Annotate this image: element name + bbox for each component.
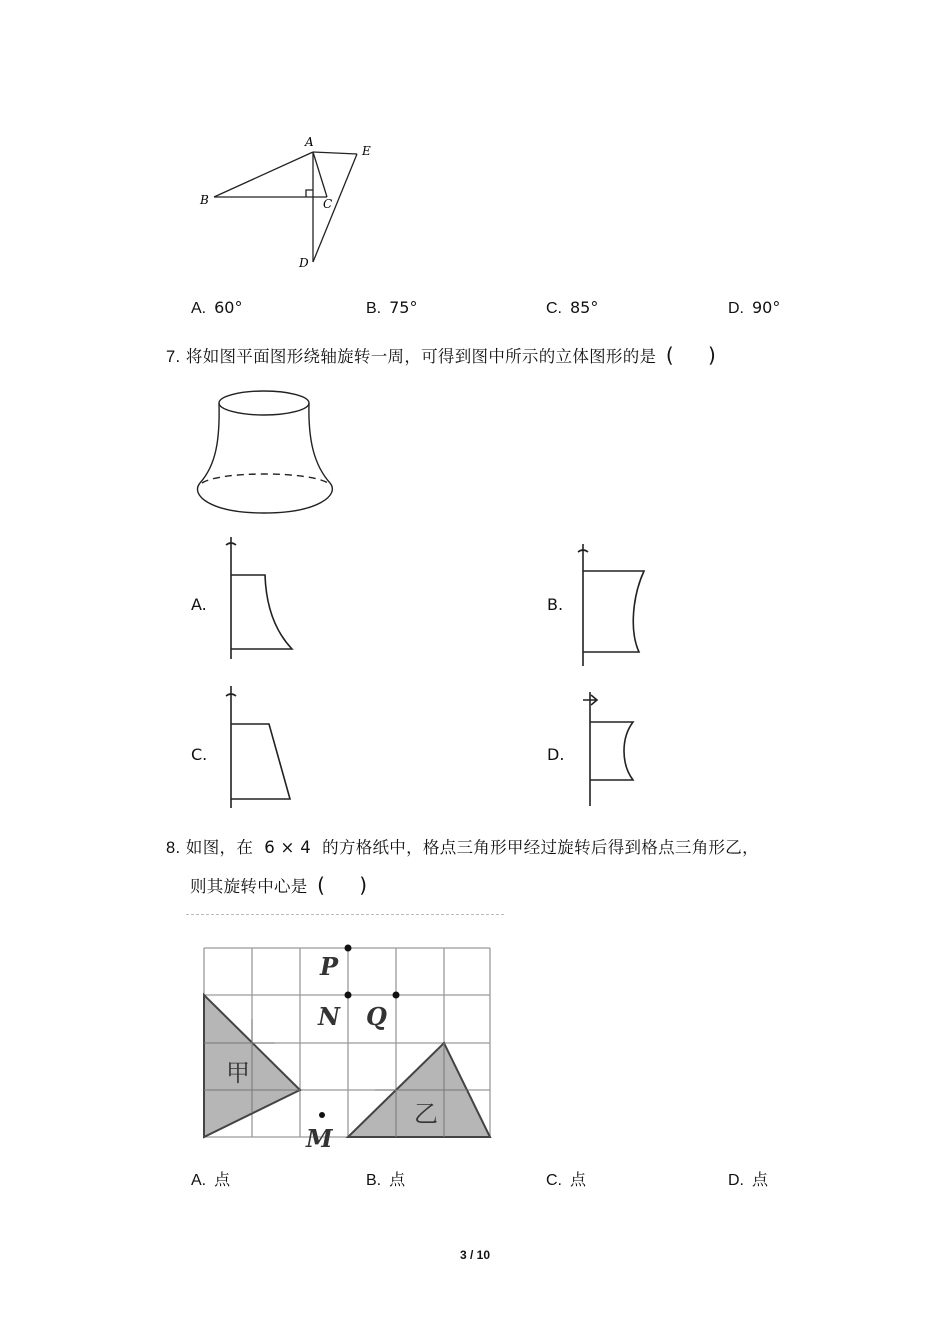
point-m <box>319 1112 325 1118</box>
q8-option-c[interactable]: C. 点 <box>546 1170 587 1189</box>
label-jia: 甲 <box>226 1059 250 1087</box>
label-q: Q <box>366 1002 387 1031</box>
q7-solid-figure <box>190 385 342 520</box>
q8-paren-open: ( <box>317 873 326 897</box>
dashed-divider <box>186 914 504 915</box>
page-number: 3 / 10 <box>459 1248 491 1262</box>
q7-question <box>166 343 716 367</box>
q6-option-a[interactable]: A. 60° <box>191 298 243 317</box>
q8-paren-close: ) <box>359 873 368 897</box>
q7-paren-close: ) <box>707 343 717 367</box>
q8-option-b[interactable]: B. 点 <box>366 1170 406 1189</box>
q7-choice-c-figure[interactable] <box>220 684 300 812</box>
point-p <box>345 945 352 952</box>
q6-triangle-figure <box>190 130 390 275</box>
q7-choice-b-label[interactable]: B. <box>547 595 564 614</box>
q7-number: 7. <box>166 348 181 366</box>
label-p: P <box>320 952 339 981</box>
q6-option-b[interactable]: B. 75° <box>366 298 418 317</box>
label-d: D <box>299 256 309 270</box>
q8-text-line2: 则其旋转中心是 <box>190 877 308 896</box>
label-c: C <box>323 197 333 211</box>
q8-question-line1 <box>166 834 759 858</box>
q8-grid-figure <box>190 935 500 1155</box>
q6-option-c[interactable]: C. 85° <box>546 298 599 317</box>
point-q <box>393 992 400 999</box>
q7-paren-open: ( <box>665 343 674 367</box>
label-n: N <box>318 1002 340 1031</box>
label-m: M <box>306 1124 333 1153</box>
label-b: B <box>200 193 209 207</box>
label-e: E <box>362 144 371 158</box>
q7-choice-d-label[interactable]: D. <box>547 745 565 764</box>
q8-number: 8. <box>166 839 181 857</box>
q7-text: 将如图平面图形绕轴旋转一周，可得到图中所示的立体图形的是 <box>185 347 657 366</box>
point-n <box>345 992 352 999</box>
q8-option-a[interactable]: A. 点 <box>191 1170 231 1189</box>
q7-choice-c-label[interactable]: C. <box>191 745 208 764</box>
q7-choice-a-label[interactable]: A. <box>191 595 207 614</box>
q6-option-d[interactable]: D. 90° <box>728 298 781 317</box>
q7-choice-d-figure[interactable] <box>575 688 650 810</box>
label-a: A <box>305 135 314 149</box>
q7-choice-a-figure[interactable] <box>220 535 300 663</box>
q8-option-d[interactable]: D. 点 <box>728 1170 769 1189</box>
label-yi: 乙 <box>414 1100 438 1128</box>
q8-text-line1: 如图，在 6 × 4 的方格纸中，格点三角形甲经过旋转后得到格点三角形乙， <box>185 838 759 857</box>
q8-question-line2 <box>190 873 367 897</box>
q7-choice-b-figure[interactable] <box>575 540 655 670</box>
